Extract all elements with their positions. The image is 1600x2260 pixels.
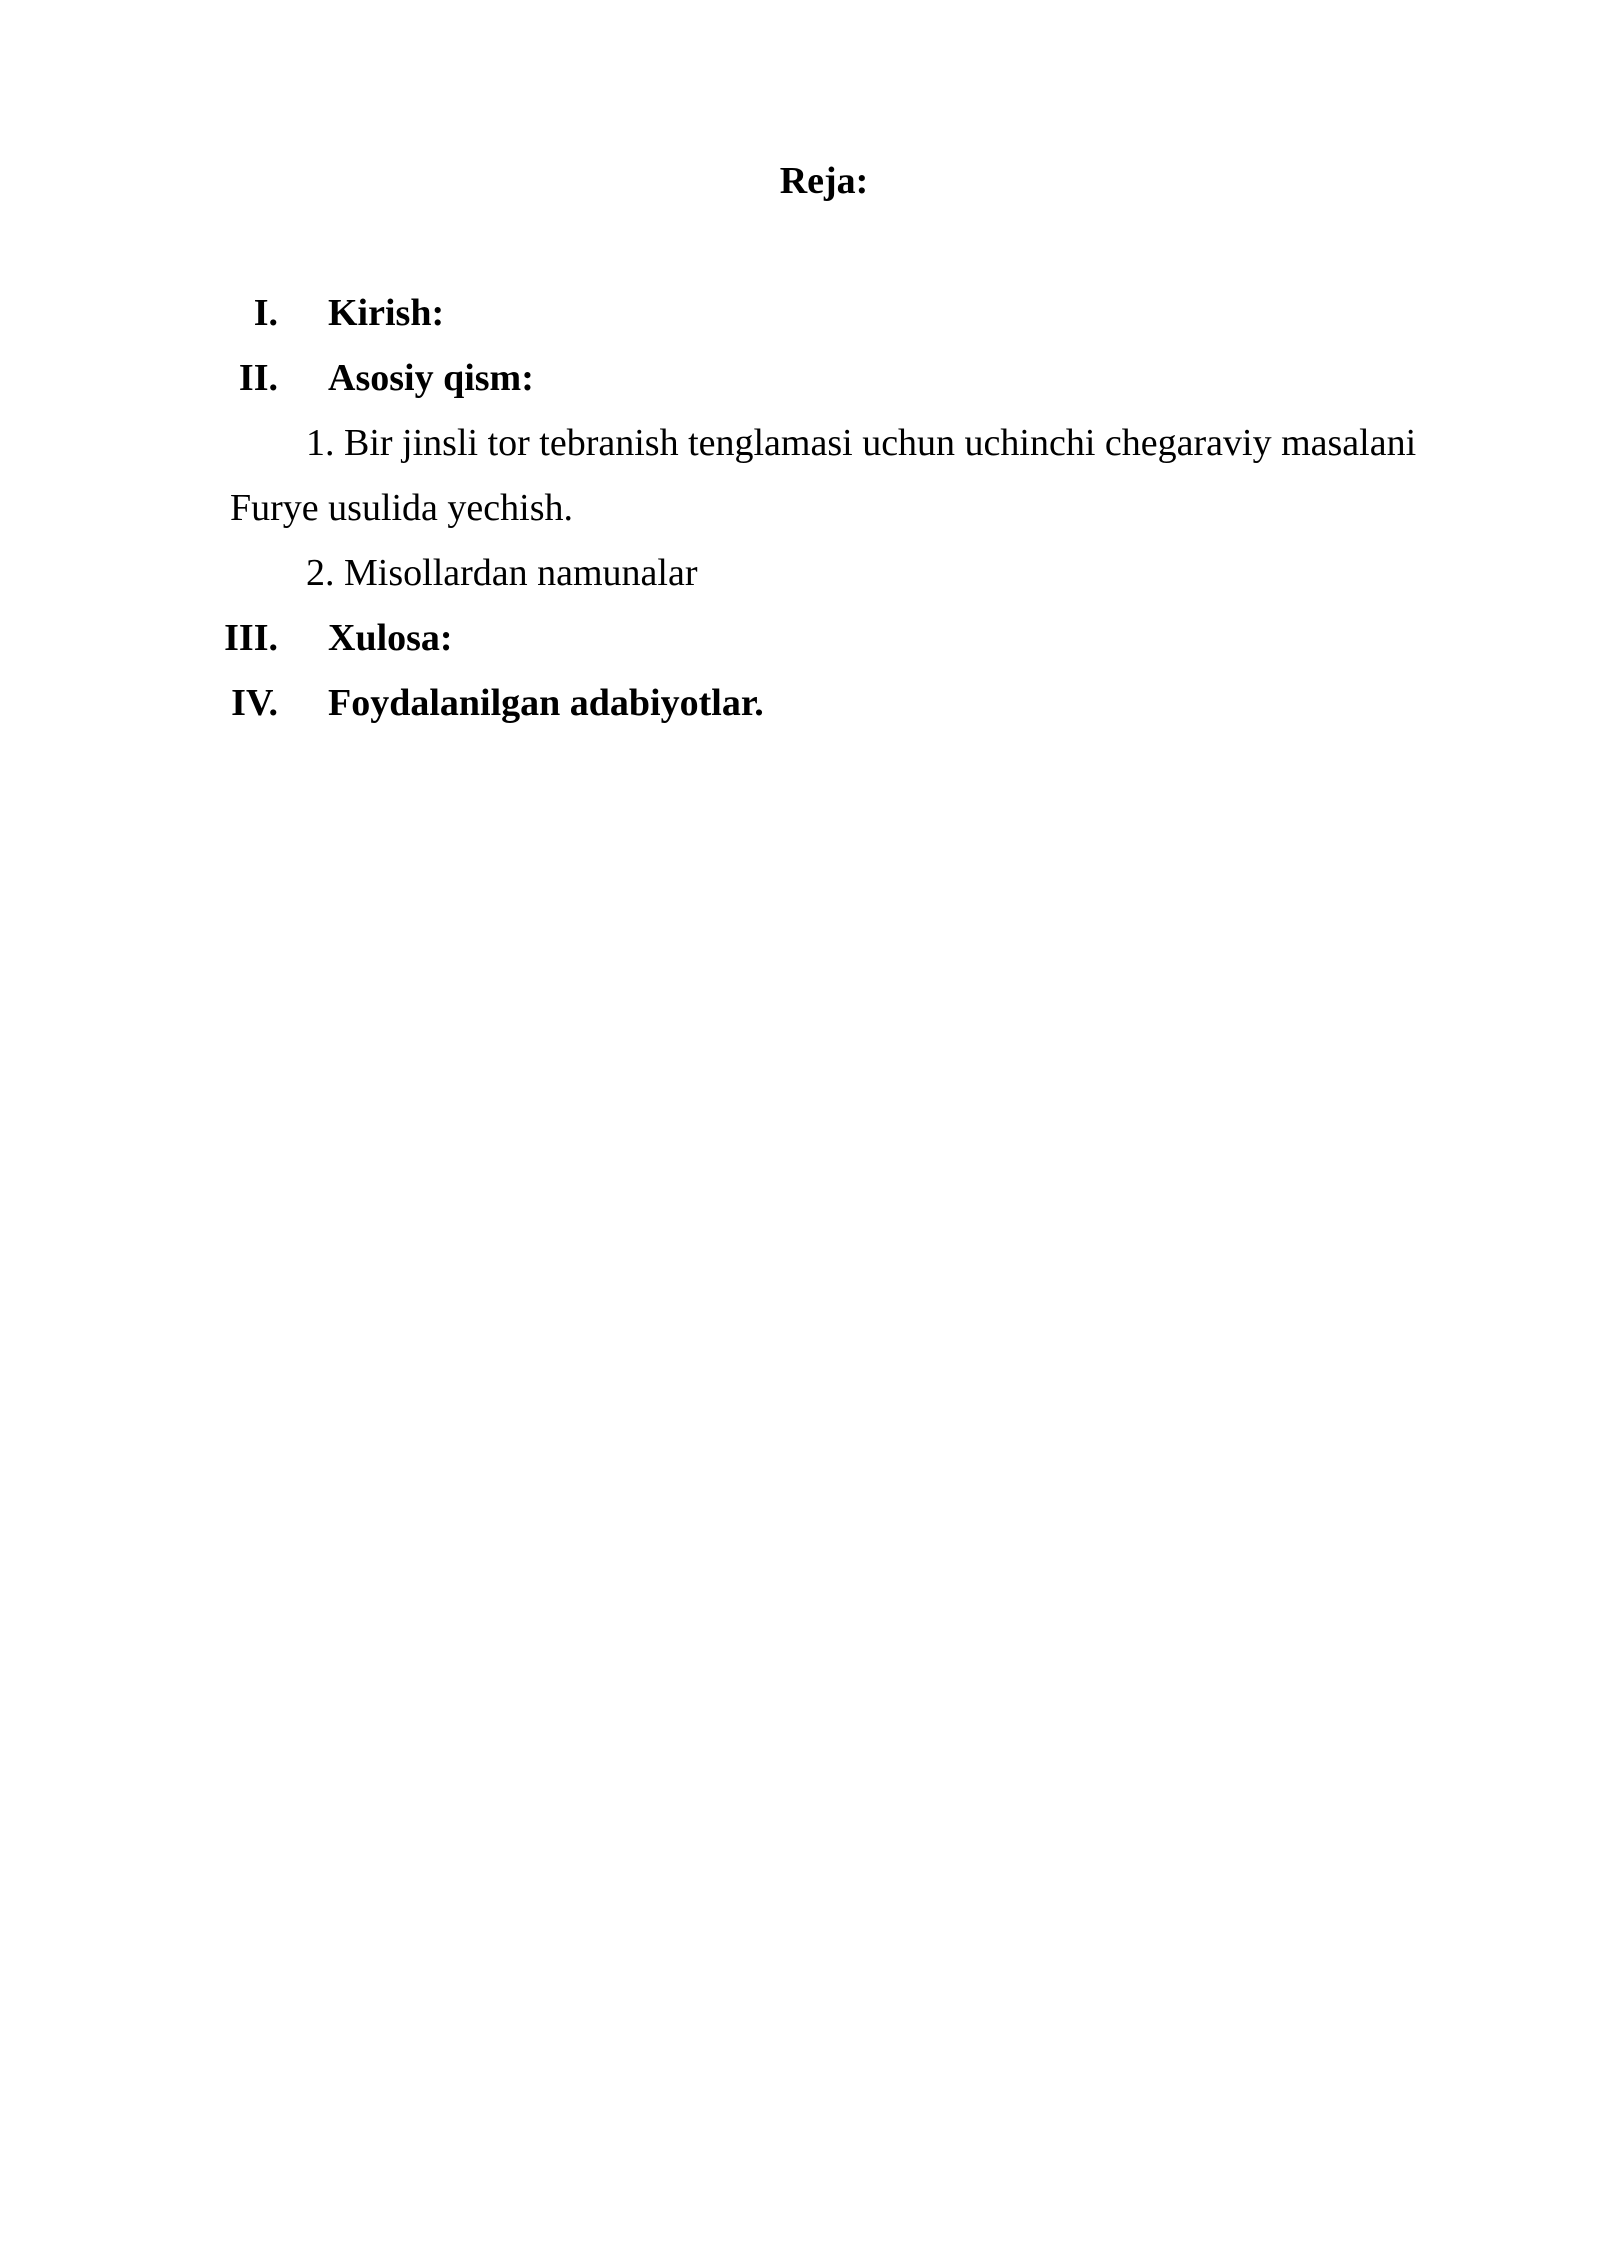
outline-numeral: III. — [224, 617, 278, 659]
outline-heading: Xulosa: — [328, 617, 453, 659]
outline-numeral: II. — [238, 357, 278, 399]
subitem-1-line-2: Furye usulida yechish. — [230, 487, 574, 529]
subitem-2: 2. Misollardan namunalar — [306, 552, 698, 594]
outline-heading: Asosiy qism: — [328, 357, 534, 399]
outline-numeral: I. — [253, 292, 278, 334]
outline-heading: Kirish: — [328, 292, 445, 334]
outline-numeral: IV. — [231, 682, 278, 724]
outline-heading: Foydalanilgan adabiyotlar. — [328, 682, 764, 724]
subitem-1-line-1: 1. Bir jinsli tor tebranish tenglamasi uchun uchinchi chegaraviy masalani — [306, 422, 1417, 464]
page-title: Reja: — [779, 160, 869, 202]
